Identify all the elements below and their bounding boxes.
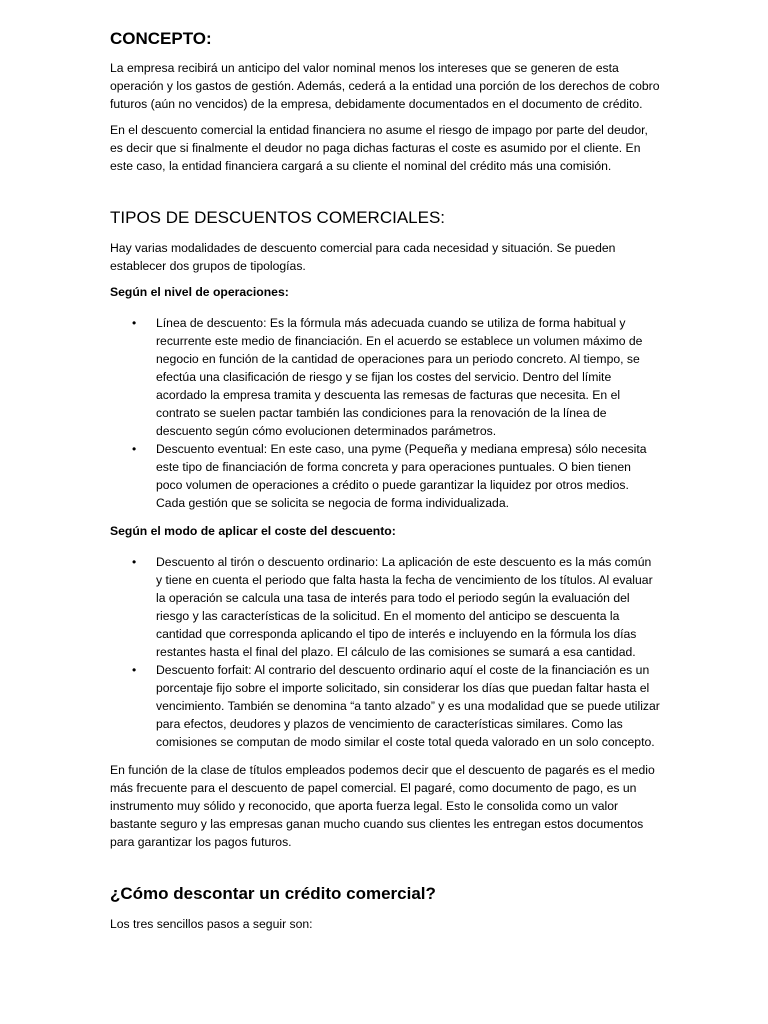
bullet-icon: •	[132, 663, 137, 677]
group1-title: Según el nivel de operaciones:	[110, 285, 289, 299]
bullet-icon: •	[132, 442, 137, 456]
group2-title: Según el modo de aplicar el coste del descuento:	[110, 524, 396, 538]
list-item	[110, 314, 660, 440]
concepto-paragraph-2: En el descuento comercial la entidad financiera no asume el riesgo de impago por parte del deudor, es decir que si finalmente el deudor no paga dichas facturas el coste es asumido por el cliente. En este caso, la entidad financiera cargará a su cliente el nominal del crédito más una comisión.	[110, 123, 648, 173]
como-heading: ¿Cómo descontar un crédito comercial?	[110, 884, 436, 903]
bullet-icon: •	[132, 555, 137, 569]
list-item	[110, 661, 660, 751]
bullet-icon: •	[132, 316, 137, 330]
tipos-closing-paragraph: En función de la clase de títulos empleados podemos decir que el descuento de pagarés es el medio más frecuente para el descuento de papel comercial. El pagaré, como documento de pago, es un instrumento muy sólido y reconocido, que aporta fuerza legal. Esto le consolida como un valor bastante seguro y las empresas ganan mucho cuando sus clientes les entregan estos documentos para garantizar los pagos futuros.	[110, 763, 655, 849]
group2-list	[110, 553, 660, 751]
list-item-text: Descuento al tirón o descuento ordinario: La aplicación de este descuento es la más común y tiene en cuenta el periodo que falta hasta la fecha de vencimiento de los títulos. Al evaluar la operación se calcula una tasa de interés para todo el periodo según la evaluación del riesgo y las características de la solicitud. En el momento del anticipo se descuenta la cantidad que corresponda aplicando el tipo de interés e incluyendo en la fórmula los días restantes hasta el final del plazo. El cálculo de las comisiones se sumará a esa cantidad.	[156, 555, 653, 659]
section-spacer	[110, 183, 660, 207]
concepto-paragraph-1: La empresa recibirá un anticipo del valor nominal menos los intereses que se generen de esta operación y los gastos de gestión. Además, cederá a la entidad una porción de los derechos de cobro futuros (aún no vencidos) de la empresa, debidamente documentados en el documento de crédito.	[110, 61, 660, 111]
list-item-text: Descuento eventual: En este caso, una pyme (Pequeña y mediana empresa) sólo necesita este tipo de financiación de forma concreta y para operaciones puntuales. O bien tienen poco volumen de operaciones a crédito o puede garantizar la liquidez por otros medios. Cada gestión que se solicita se negocia de forma individualizada.	[156, 442, 647, 510]
list-item	[110, 553, 660, 661]
list-item-text: Línea de descuento: Es la fórmula más adecuada cuando se utiliza de forma habitual y recurrente este medio de financiación. En el acuerdo se establece un volumen máximo de negocio en función de la cantidad de operaciones para un periodo concreto. Al tiempo, se efectúa una clasificación de riesgo y se fijan los costes del servicio. Dentro del límite acordado la empresa tramita y descuenta las remesas de facturas que necesita. En el contrato se suelen pactar también las condiciones para la renovación de la línea de descuento según cómo evolucionen determinados parámetros.	[156, 316, 643, 438]
tipos-heading: TIPOS DE DESCUENTOS COMERCIALES:	[110, 208, 446, 227]
group1-list	[110, 314, 660, 512]
list-item-text: Descuento forfait: Al contrario del descuento ordinario aquí el coste de la financiación es un porcentaje fijo sobre el importe solicitado, sin considerar los días que puedan faltar hasta el vencimiento. También se denomina “a tanto alzado” y es una modalidad que se puede utilizar para efectos, deudores y plazos de vencimiento de características similares. Como las comisiones se computan de modo similar el coste total queda valorado en un solo concepto.	[156, 663, 660, 749]
section-spacer	[110, 859, 660, 883]
concepto-heading: CONCEPTO:	[110, 29, 212, 48]
list-item	[110, 440, 660, 512]
como-intro: Los tres sencillos pasos a seguir son:	[110, 917, 313, 931]
tipos-intro: Hay varias modalidades de descuento comercial para cada necesidad y situación. Se pueden establecer dos grupos de tipologías.	[110, 241, 616, 273]
